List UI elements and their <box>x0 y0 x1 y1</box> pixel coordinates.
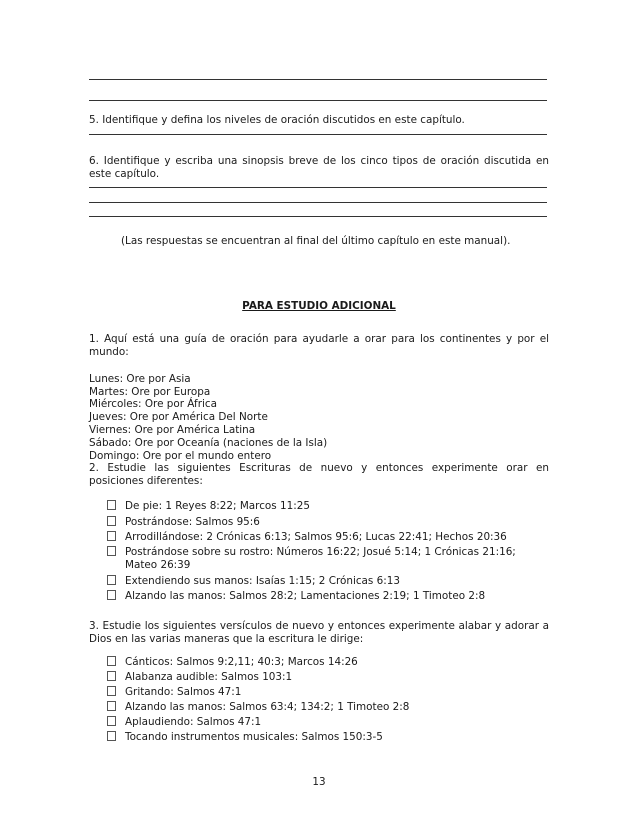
checkbox-bullet-icon <box>107 686 116 696</box>
checkbox-bullet-icon <box>107 731 116 741</box>
paragraph-3: 3. Estudie los siguientes versículos de nuevo y entonces experimente alabar y adorar a Dios en las varias maneras que la escritura le dirige: <box>89 620 549 645</box>
answer-line <box>89 78 547 80</box>
list-item: Cánticos: Salmos 9:2,11; 40:3; Marcos 14:26 <box>107 656 551 669</box>
list-item: Martes: Ore por Europa <box>89 386 211 398</box>
list-item: Miércoles: Ore por África <box>89 398 217 410</box>
page-number: 13 <box>312 776 326 788</box>
checkbox-bullet-icon <box>107 575 116 585</box>
list-item: Gritando: Salmos 47:1 <box>107 686 551 699</box>
question-6: 6. Identifique y escriba una sinopsis breve de los cinco tipos de oración discutida en este capítulo. <box>89 155 549 180</box>
list-item: Tocando instrumentos musicales: Salmos 150:3-5 <box>107 731 551 744</box>
list-item: Postrándose: Salmos 95:6 <box>107 516 551 529</box>
list-item: Domingo: Ore por el mundo entero <box>89 450 272 462</box>
answer-line <box>89 99 547 101</box>
paragraph-2: 2. Estudie las siguientes Escrituras de nuevo y entonces experimente orar en posiciones diferentes: <box>89 462 549 487</box>
list-item: Alzando las manos: Salmos 63:4; 134:2; 1 Timoteo 2:8 <box>107 701 551 714</box>
list-item: Arrodillándose: 2 Crónicas 6:13; Salmos 95:6; Lucas 22:41; Hechos 20:36 <box>107 531 551 544</box>
list-item: Lunes: Ore por Asia <box>89 373 191 385</box>
answer-line <box>89 201 547 203</box>
answers-note: (Las respuestas se encuentran al final del último capítulo en este manual). <box>121 235 511 247</box>
list-item: De pie: 1 Reyes 8:22; Marcos 11:25 <box>107 500 551 513</box>
list-item: Extendiendo sus manos: Isaías 1:15; 2 Crónicas 6:13 <box>107 575 551 588</box>
answer-line <box>89 215 547 217</box>
checkbox-bullet-icon <box>107 590 116 600</box>
checkbox-bullet-icon <box>107 500 116 510</box>
checkbox-bullet-icon <box>107 531 116 541</box>
checkbox-bullet-icon <box>107 701 116 711</box>
list-item: Sábado: Ore por Oceanía (naciones de la Isla) <box>89 437 328 449</box>
answer-line <box>89 186 547 188</box>
list-item: Alabanza audible: Salmos 103:1 <box>107 671 551 684</box>
paragraph-1: 1. Aquí está una guía de oración para ayudarle a orar para los continentes y por el mundo: <box>89 333 549 358</box>
checkbox-bullet-icon <box>107 716 116 726</box>
checkbox-bullet-icon <box>107 671 116 681</box>
checkbox-bullet-icon <box>107 546 116 556</box>
answer-line <box>89 133 547 135</box>
list-item: Viernes: Ore por América Latina <box>89 424 256 436</box>
list-item: Jueves: Ore por América Del Norte <box>89 411 268 423</box>
question-5: 5. Identifique y defina los niveles de oración discutidos en este capítulo. <box>89 114 465 126</box>
section-heading: PARA ESTUDIO ADICIONAL <box>242 300 396 312</box>
list-item: Postrándose sobre su rostro: Números 16:22; Josué 5:14; 1 Crónicas 21:16; Mateo 26:39 <box>107 546 551 572</box>
list-item: Aplaudiendo: Salmos 47:1 <box>107 716 551 729</box>
checkbox-bullet-icon <box>107 516 116 526</box>
list-item: Alzando las manos: Salmos 28:2; Lamentaciones 2:19; 1 Timoteo 2:8 <box>107 590 551 603</box>
checkbox-bullet-icon <box>107 656 116 666</box>
